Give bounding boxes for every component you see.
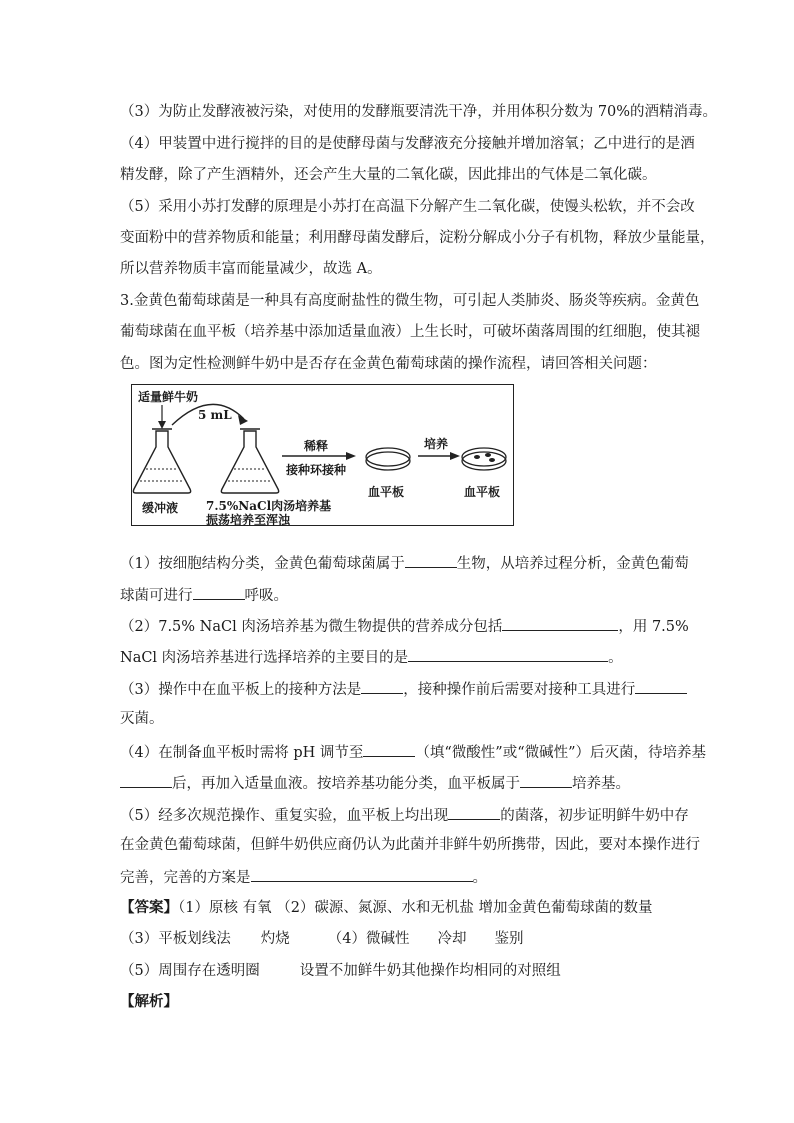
subquestion-3-line-2: 灭菌。 [120, 711, 164, 727]
paragraph-3: （3）为防止发酵液被污染，对使用的发酵瓶要清洗干净，并用体积分数为 70%的酒精消毒。 [120, 104, 718, 120]
buffer-flask [133, 431, 190, 493]
question-3-line-2: 葡萄球菌在血平板（培养基中添加适量血液）上生长时，可破坏菌落周围的红细胞，使其褪 [120, 324, 700, 340]
answer-line-2: （3）平板划线法 灼烧 （4）微碱性 冷却 鉴别 [120, 931, 524, 947]
answer-blank[interactable] [635, 678, 687, 694]
answer-blank[interactable] [193, 584, 245, 600]
answer-line-1: 【答案】（1）原核 有氧 （2）碳源、氮源、水和无机盐 增加金黄色葡萄球菌的数量 [120, 899, 653, 916]
subquestion-4-line-1: （4）在制备血平板时需将 pH 调节至 （填“微酸性”或“微碱性”）后灭菌，待培养基 [120, 741, 706, 763]
paragraph-5-line-2: 变面粉中的营养物质和能量；利用酵母菌发酵后，淀粉分解成小分子有机物，释放少量能量， [120, 230, 715, 246]
analysis-heading: 【解析】 [120, 993, 178, 1010]
subquestion-1-line-2: 球菌可进行 呼吸。 [120, 584, 288, 606]
subquestion-3-line-1: （3）操作中在血平板上的接种方法是 ，接种操作前后需要对接种工具进行 [120, 678, 687, 700]
answer-blank[interactable] [120, 772, 172, 788]
answer-blank[interactable] [408, 646, 608, 662]
plate-1-label: 血平板 [368, 485, 405, 499]
paragraph-4-line-2: 精发酵，除了产生酒精外，还会产生大量的二氧化碳，因此排出的气体是二氧化碳。 [120, 167, 657, 183]
answer-blank[interactable] [520, 772, 572, 788]
inoculate-label: 接种环接种 [286, 463, 347, 477]
blood-plate-1 [366, 448, 410, 466]
buffer-label: 缓冲液 [142, 501, 179, 515]
blood-plate-2 [462, 448, 506, 466]
culture-label: 培养 [424, 437, 449, 451]
broth-label: 7.5%NaCl肉汤培养基 [206, 499, 332, 513]
colony [474, 455, 480, 459]
milk-label: 适量鲜牛奶 [138, 390, 199, 404]
answer-blank[interactable] [363, 741, 415, 757]
broth-flask [221, 431, 278, 493]
answer-blank[interactable] [502, 615, 618, 631]
milk-arrowhead [158, 421, 166, 429]
paragraph-5-line-3: 所以营养物质丰富而能量减少，故选 A。 [120, 261, 382, 277]
volume-label: 5 mL [198, 408, 232, 422]
answer-blank[interactable] [361, 678, 403, 694]
colony [485, 453, 491, 457]
subquestion-5-line-3: 完善，完善的方案是 。 [120, 866, 487, 888]
subquestion-2-line-2: NaCl 肉汤培养基进行选择培养的主要目的是 。 [120, 646, 623, 668]
question-3-line-1: 3.金黄色葡萄球菌是一种具有高度耐盐性的微生物，可引起人类肺炎、肠炎等疾病。金黄色 [120, 293, 700, 309]
paragraph-4-line-1: （4）甲装置中进行搅拌的目的是使酵母菌与发酵液充分接触并增加溶氧；乙中进行的是酒 [120, 136, 695, 152]
dilute-label: 稀释 [304, 439, 329, 453]
subquestion-1-line-1: （1）按细胞结构分类，金黄色葡萄球菌属于 生物，从培养过程分析，金黄色葡萄 [120, 552, 689, 574]
answer-line-3: （5）周围存在透明圈 设置不加鲜牛奶其他操作均相同的对照组 [120, 963, 561, 979]
question-3-line-3: 色。图为定性检测鲜牛奶中是否存在金黄色葡萄球菌的操作流程，请回答相关问题： [120, 356, 657, 372]
subquestion-5-line-2: 在金黄色葡萄球菌，但鲜牛奶供应商仍认为此菌并非鲜牛奶所携带，因此，要对本操作进行 [120, 837, 700, 853]
paragraph-5-line-1: （5）采用小苏打发酵的原理是小苏打在高温下分解产生二氧化碳，使馒头松软，并不会改 [120, 199, 695, 215]
experiment-flow-figure [131, 384, 514, 526]
subquestion-5-line-1: （5）经多次规范操作、重复实验，血平板上均出现 的菌落，初步证明鲜牛奶中存 [120, 804, 689, 826]
answer-blank[interactable] [448, 804, 500, 820]
answer-blank[interactable] [251, 866, 473, 882]
subquestion-2-line-1: （2）7.5% NaCl 肉汤培养基为微生物提供的营养成分包括 ，用 7.5% [120, 615, 689, 637]
answer-blank[interactable] [405, 552, 457, 568]
shake-label: 振荡培养至浑浊 [206, 513, 291, 527]
subquestion-4-line-2: 后，再加入适量血液。按培养基功能分类，血平板属于 培养基。 [120, 772, 630, 794]
colony [489, 458, 495, 462]
plate-2-label: 血平板 [464, 485, 501, 499]
